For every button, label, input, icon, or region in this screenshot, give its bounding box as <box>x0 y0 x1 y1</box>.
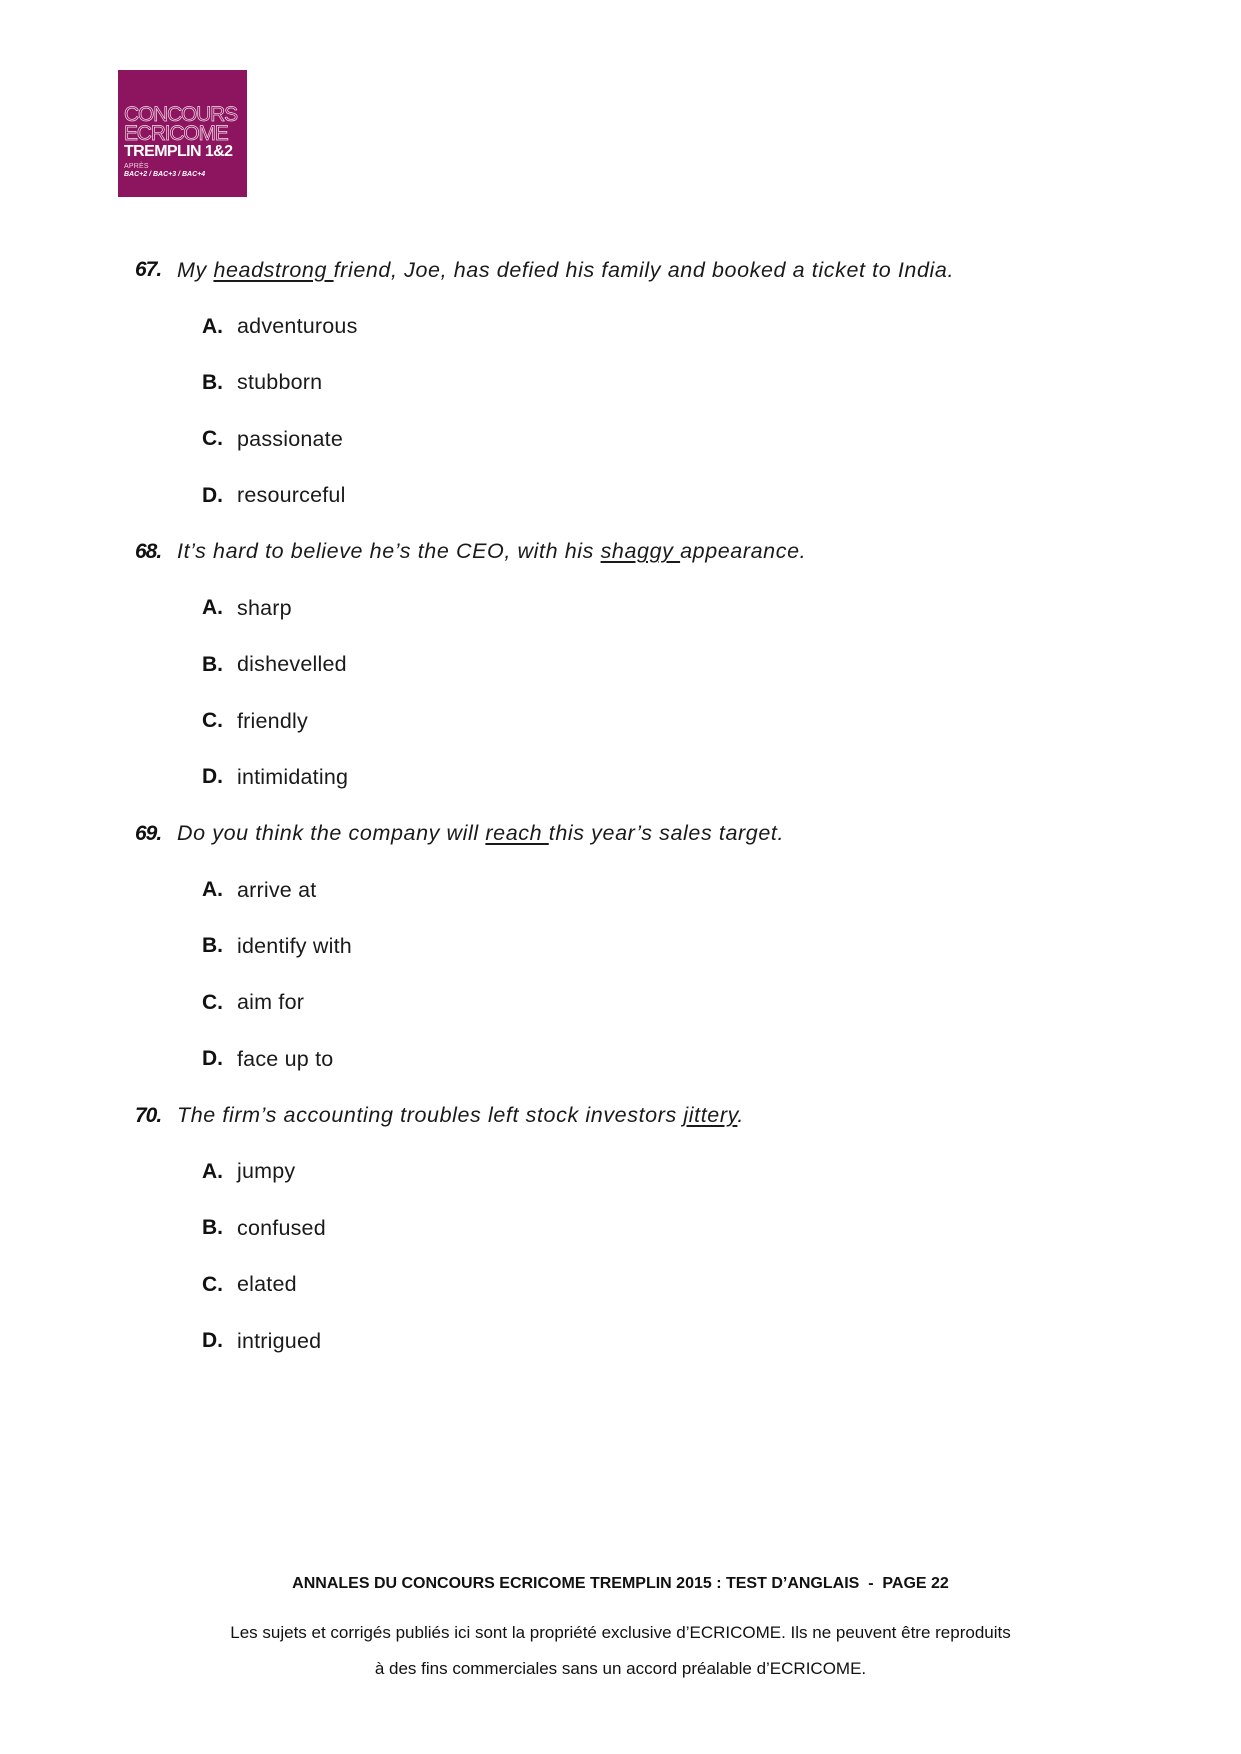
option-70-c <box>0 1256 1241 1312</box>
question-67 <box>0 242 1241 298</box>
option-68-c <box>0 693 1241 749</box>
option-text: aim for <box>237 990 305 1015</box>
footer-copyright-line-1: Les sujets et corrigés publiés ici sont la propriété exclusive d’ECRICOME. Ils ne peuvent être reproduits <box>230 1623 1011 1642</box>
option-text: adventurous <box>237 314 358 339</box>
option-text: sharp <box>237 595 292 620</box>
option-letter: C. <box>202 990 223 1014</box>
footer-title: ANNALES DU CONCOURS ECRICOME TREMPLIN 2015 : TEST D’ANGLAIS - PAGE 22 <box>292 1575 949 1592</box>
option-67-c <box>0 411 1241 467</box>
logo-text-apres: APRÈS <box>124 163 149 170</box>
underlined-word: jittery <box>683 1103 738 1128</box>
option-letter: B. <box>202 370 223 394</box>
question-number: 68. <box>135 539 162 563</box>
question-70 <box>0 1087 1241 1143</box>
option-letter: D. <box>202 1329 223 1352</box>
option-text: stubborn <box>237 370 323 395</box>
question-text <box>177 1103 744 1128</box>
option-text: passionate <box>237 426 343 451</box>
option-letter: D. <box>202 483 223 507</box>
option-text: elated <box>237 1272 297 1297</box>
option-70-a <box>0 1144 1241 1200</box>
option-letter: C. <box>202 427 223 451</box>
option-letter: A. <box>202 878 223 902</box>
option-letter: B. <box>202 652 223 676</box>
option-69-b <box>0 918 1241 974</box>
question-text <box>177 539 806 564</box>
option-letter: A. <box>202 596 223 620</box>
option-68-a <box>0 580 1241 636</box>
option-text: confused <box>237 1215 326 1240</box>
underlined-word: shaggy <box>600 539 681 564</box>
option-67-d <box>0 467 1241 523</box>
questions-list <box>0 242 1241 1369</box>
option-text: friendly <box>237 708 308 733</box>
option-68-b <box>0 637 1241 693</box>
logo-text-concours: CONCOURS <box>124 103 237 126</box>
underlined-word: reach <box>485 821 549 846</box>
option-text: identify with <box>237 933 352 958</box>
option-69-a <box>0 862 1241 918</box>
option-letter: C. <box>202 709 223 733</box>
question-text-before: My <box>177 257 214 282</box>
question-text <box>177 258 954 283</box>
option-70-d <box>0 1313 1241 1369</box>
question-text-before: Do you think the company will <box>177 821 486 846</box>
ecricome-logo <box>118 70 247 197</box>
question-69 <box>0 806 1241 862</box>
question-text-after: appearance. <box>680 539 807 564</box>
option-68-d <box>0 749 1241 805</box>
option-letter: A. <box>202 1159 223 1183</box>
logo-text-ecricome: ECRICOME <box>124 122 228 145</box>
option-text: resourceful <box>237 483 346 508</box>
option-text: intimidating <box>237 764 349 789</box>
option-text: intrigued <box>237 1328 322 1353</box>
option-69-d <box>0 1031 1241 1087</box>
question-text-before: It’s hard to believe he’s the CEO, with his <box>177 539 601 564</box>
footer-copyright-line-2: à des fins commerciales sans un accord préalable d’ECRICOME. <box>374 1659 867 1678</box>
underlined-word: headstrong <box>213 257 334 282</box>
question-number: 67. <box>135 258 162 282</box>
option-letter: D. <box>202 765 223 789</box>
option-text: face up to <box>237 1046 334 1071</box>
option-letter: C. <box>202 1272 223 1296</box>
option-69-c <box>0 975 1241 1031</box>
option-letter: A. <box>202 314 223 338</box>
option-text: arrive at <box>237 877 317 902</box>
option-letter: B. <box>202 1216 223 1240</box>
option-70-b <box>0 1200 1241 1256</box>
logo-text-tremplin: TREMPLIN 1&2 <box>124 143 233 160</box>
question-text-after: . <box>737 1103 744 1128</box>
option-67-a <box>0 298 1241 354</box>
question-68 <box>0 524 1241 580</box>
option-letter: D. <box>202 1047 223 1071</box>
question-text <box>177 821 784 846</box>
question-number: 69. <box>135 821 162 845</box>
option-67-b <box>0 355 1241 411</box>
question-text-after: friend, Joe, has defied his family and booked a ticket to India. <box>333 257 955 282</box>
option-letter: B. <box>202 934 223 958</box>
question-number: 70. <box>135 1103 162 1127</box>
question-text-after: this year’s sales target. <box>548 821 785 846</box>
option-text: dishevelled <box>237 652 347 677</box>
logo-text-bac: BAC+2 / BAC+3 / BAC+4 <box>124 171 206 178</box>
question-text-before: The firm’s accounting troubles left stock investors <box>177 1103 684 1128</box>
option-text: jumpy <box>237 1159 296 1184</box>
